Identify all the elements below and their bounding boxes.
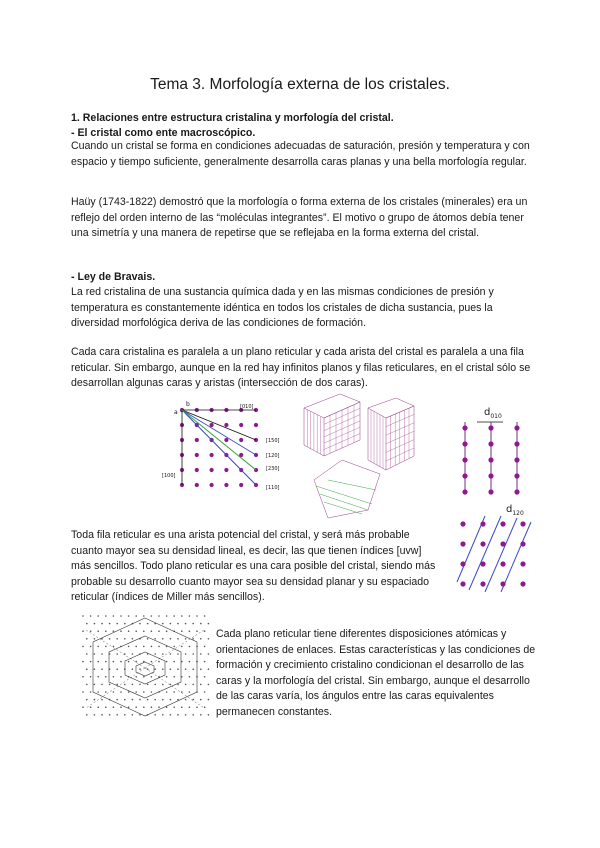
lattice-atom [113, 615, 115, 617]
lattice-atom [480, 581, 485, 586]
lattice-atom [86, 653, 88, 655]
lattice-atom [189, 691, 191, 693]
lattice-3d-illustration [298, 390, 418, 525]
lattice-atom [101, 714, 103, 716]
lattice-atom [101, 668, 103, 670]
lattice-atom [189, 615, 191, 617]
lattice-atom [154, 668, 156, 670]
lattice-atom [109, 638, 111, 640]
lattice-atom [208, 653, 210, 655]
lattice-atom [192, 684, 194, 686]
lattice-atom [200, 699, 202, 701]
lattice-atom [204, 676, 206, 678]
lattice-atom [189, 630, 191, 632]
lattice-atom [94, 714, 96, 716]
lattice-atom [82, 615, 84, 617]
lattice-atom [185, 653, 187, 655]
lattice-atom [195, 438, 199, 442]
lattice-atom [192, 623, 194, 625]
lattice-atom [120, 691, 122, 693]
lattice-atom [90, 661, 92, 663]
lattice-atom [185, 699, 187, 701]
lattice-atom [239, 438, 243, 442]
lattice-atom [116, 668, 118, 670]
lattice-atom [170, 638, 172, 640]
lattice-atom [462, 473, 467, 478]
lattice-atom [97, 615, 99, 617]
lattice-atom [166, 630, 168, 632]
lattice-atom [210, 423, 214, 427]
lattice-atom [135, 615, 137, 617]
lattice-atom [151, 691, 153, 693]
lattice-atom [147, 638, 149, 640]
lattice-atom [124, 638, 126, 640]
lattice-atom [462, 489, 467, 494]
label-120: [120] [266, 453, 280, 459]
lattice-atom [113, 661, 115, 663]
lattice-atom [488, 473, 493, 478]
lattice-atom [116, 699, 118, 701]
lattice-atom [488, 457, 493, 462]
lattice-atom [177, 638, 179, 640]
lattice-atom [90, 676, 92, 678]
lattice-atom [94, 699, 96, 701]
lattice-atom [105, 661, 107, 663]
lattice-atom [208, 699, 210, 701]
lattice-atom [113, 691, 115, 693]
lattice-atom [500, 541, 505, 546]
lattice-atom [208, 668, 210, 670]
lattice-atom [185, 684, 187, 686]
paragraph-hauy: Haüy (1743-1822) demostró que la morfología o forma externa de los cristales (minerales) era un reflejo del orden interno de las “moléculas integrantes”. El motivo o grupo de átomos debía tener una simetría y una manera de repetirse que se reflejaba en la forma externa del cristal. [71, 196, 528, 240]
lattice-atom [151, 615, 153, 617]
lattice-atom [94, 668, 96, 670]
lattice-atom [116, 653, 118, 655]
lattice-atom [224, 438, 228, 442]
lattice-atom [204, 646, 206, 648]
lattice-atom [254, 423, 258, 427]
lattice-atom [116, 623, 118, 625]
lattice-atom [101, 653, 103, 655]
d120-main: d [506, 504, 513, 515]
lattice-atom [120, 676, 122, 678]
lattice-atom [488, 425, 493, 430]
lattice-atom [143, 706, 145, 708]
lattice-atom [124, 714, 126, 716]
lattice-atom [162, 638, 164, 640]
lattice-atom [462, 441, 467, 446]
row-120-line [182, 410, 256, 455]
d010-sub: 010 [490, 413, 502, 420]
lattice-atom [116, 638, 118, 640]
lattice-atom [86, 699, 88, 701]
lattice-atom [139, 699, 141, 701]
lattice-atom [514, 457, 519, 462]
lattice-atom [170, 623, 172, 625]
lattice-atom [105, 691, 107, 693]
lattice-atom [162, 668, 164, 670]
lattice-atom [109, 714, 111, 716]
lattice-atom [189, 661, 191, 663]
lattice-atom [195, 483, 199, 487]
label-150: [150] [266, 438, 280, 444]
row-150-line [182, 410, 256, 440]
lattice-atom [97, 661, 99, 663]
lattice-atom [195, 453, 199, 457]
lattice-atom [181, 615, 183, 617]
lattice-atom [90, 630, 92, 632]
lattice-atom [166, 676, 168, 678]
lattice-atom [151, 630, 153, 632]
lattice-atom [109, 623, 111, 625]
lattice-atom [128, 691, 130, 693]
lattice-atom [109, 684, 111, 686]
lattice-atom [488, 489, 493, 494]
label-b: b [186, 401, 190, 408]
lattice-atom [480, 521, 485, 526]
lattice-atom [90, 615, 92, 617]
lattice-atom [97, 706, 99, 708]
lattice-atom [105, 630, 107, 632]
lattice-atom [120, 615, 122, 617]
lattice-atom [208, 623, 210, 625]
lattice-atom [192, 653, 194, 655]
label-010: [010] [240, 404, 254, 410]
lattice-atom [200, 668, 202, 670]
lattice-atom [185, 668, 187, 670]
lattice-atom [170, 668, 172, 670]
paragraph-rows-planes: Toda fila reticular es una arista potencial del cristal, y será más probable cuanto mayor sea su densidad lineal, es decir, las que tienen índices [uvw] más sencillos. Todo plano reticular es una cara posible del cristal, siendo más probable su desarrollo cuanto mayor sea su densidad planar y su espaciado reticular (índices de Miller más sencillos). [71, 529, 436, 604]
label-110: [110] [266, 485, 280, 491]
lattice-atom [82, 646, 84, 648]
lattice-atom [151, 676, 153, 678]
lattice-atom [90, 646, 92, 648]
lattice-atom [162, 714, 164, 716]
lattice-atom [82, 630, 84, 632]
lattice-atom [185, 714, 187, 716]
lattice-atom [500, 561, 505, 566]
lattice-atom [177, 653, 179, 655]
lattice-atom [105, 646, 107, 648]
lattice-atom [120, 630, 122, 632]
lattice-atom [86, 638, 88, 640]
lattice-atom [500, 521, 505, 526]
paragraph-crystal-formation: Cuando un cristal se forma en condiciones adecuadas de saturación, presión y temperatura y con espacio y tiempo suficiente, generalmente desarrolla caras planas y una bella morfología regular. [71, 140, 530, 168]
lattice-atom [132, 714, 134, 716]
lattice-atom [488, 441, 493, 446]
lattice-atom [170, 714, 172, 716]
lattice-atom [120, 661, 122, 663]
lattice-atom [460, 561, 465, 566]
lattice-atom [143, 630, 145, 632]
lattice-atom [113, 646, 115, 648]
lattice-atom [158, 661, 160, 663]
lattice-atom [124, 623, 126, 625]
d010-main: d [484, 407, 491, 418]
lattice-atom [116, 684, 118, 686]
lattice-atom [162, 623, 164, 625]
lattice-atom [192, 638, 194, 640]
lattice-atom [143, 691, 145, 693]
lattice-atom [520, 581, 525, 586]
lattice-atom [200, 684, 202, 686]
page-title: Tema 3. Morfología externa de los cristales. [150, 76, 450, 93]
lattice-atom [124, 699, 126, 701]
paragraph-bravais-law: La red cristalina de una sustancia química dada y en las mismas condiciones de presión y temperatura es constantemente idéntica en todos los cristales de dicha sustancia, pues la diversidad morfológica deriva de las condiciones de formación. [71, 286, 494, 330]
lattice-atom [116, 714, 118, 716]
lattice-atom [200, 714, 202, 716]
lattice-atom [460, 541, 465, 546]
lattice-atom [224, 483, 228, 487]
lattice-atom [192, 714, 194, 716]
lattice-atom [143, 646, 145, 648]
lattice-atom [200, 638, 202, 640]
lattice-atom [154, 653, 156, 655]
lattice-atom [196, 615, 198, 617]
lattice-atom [166, 691, 168, 693]
lattice-atom [177, 668, 179, 670]
lattice-atom [94, 638, 96, 640]
lattice-atom [514, 489, 519, 494]
lattice-atom [128, 615, 130, 617]
lattice-rows-diagram [160, 398, 295, 498]
lattice-atom [204, 615, 206, 617]
d010-spacing-diagram [455, 418, 535, 498]
lattice-atom [86, 668, 88, 670]
section-heading: 1. Relaciones entre estructura cristalina y morfología del cristal. [71, 112, 394, 124]
lattice-atom [177, 623, 179, 625]
bravais-heading: - Ley de Bravais. [71, 271, 156, 283]
lattice-atom [124, 684, 126, 686]
lattice-atom [139, 668, 141, 670]
lattice-atom [147, 684, 149, 686]
lattice-atom [105, 676, 107, 678]
lattice-atom [132, 638, 134, 640]
lattice-atom [177, 714, 179, 716]
lattice-atom [151, 646, 153, 648]
lattice-atom [514, 473, 519, 478]
lattice-atom [239, 483, 243, 487]
lattice-atom [154, 684, 156, 686]
lattice-atom [204, 630, 206, 632]
lattice-atom [204, 706, 206, 708]
lattice-atom [113, 676, 115, 678]
label-a: a [174, 409, 178, 416]
lattice-atom [196, 630, 198, 632]
row-230-line [182, 410, 256, 470]
lattice-atom [189, 676, 191, 678]
lattice-atom [120, 706, 122, 708]
d120-sub: 120 [512, 510, 524, 517]
lattice-atom [101, 623, 103, 625]
lattice-atom [94, 623, 96, 625]
lattice-atom [139, 623, 141, 625]
lattice-atom [520, 561, 525, 566]
lattice-atom [480, 541, 485, 546]
lattice-atom [154, 638, 156, 640]
lattice-atom [520, 541, 525, 546]
lattice-atom [462, 425, 467, 430]
lattice-atom [173, 646, 175, 648]
lattice-atom [166, 661, 168, 663]
lattice-atom [97, 646, 99, 648]
lattice-atom [135, 646, 137, 648]
lattice-atom [82, 706, 84, 708]
lattice-atom [82, 691, 84, 693]
lattice-atom [154, 699, 156, 701]
lattice-atom [196, 706, 198, 708]
lattice-atom [97, 676, 99, 678]
lattice-atom [181, 691, 183, 693]
lattice-atom [97, 691, 99, 693]
lattice-atom [166, 615, 168, 617]
lattice-atom [208, 714, 210, 716]
lattice-atom [210, 468, 214, 472]
lattice-atom [132, 699, 134, 701]
lattice-atom [128, 646, 130, 648]
lattice-atom [113, 630, 115, 632]
lattice-atom [173, 615, 175, 617]
lattice-atom [90, 706, 92, 708]
lattice-atom [224, 468, 228, 472]
lattice-atom [185, 638, 187, 640]
lattice-atom [170, 699, 172, 701]
lattice-atom [86, 623, 88, 625]
lattice-atom [170, 653, 172, 655]
lattice-atom [94, 653, 96, 655]
lattice-atom [105, 706, 107, 708]
lattice-atom [97, 630, 99, 632]
lattice-atom [189, 706, 191, 708]
lattice-atom [151, 706, 153, 708]
lattice-atom [135, 691, 137, 693]
row-110-line [182, 410, 256, 485]
lattice-atom [520, 521, 525, 526]
lattice-atom [94, 684, 96, 686]
lattice-atom [128, 661, 130, 663]
lattice-atom [86, 684, 88, 686]
lattice-atom [158, 615, 160, 617]
lattice-atom [224, 423, 228, 427]
lattice-atom [82, 676, 84, 678]
lattice-atom [147, 668, 149, 670]
lattice-atom [173, 691, 175, 693]
lattice-atom [132, 653, 134, 655]
lattice-atom [480, 561, 485, 566]
lattice-atom [239, 423, 243, 427]
lattice-atom [143, 615, 145, 617]
lattice-atom [173, 706, 175, 708]
lattice-atom [181, 630, 183, 632]
lattice-atom [514, 425, 519, 430]
lattice-atom [135, 661, 137, 663]
lattice-atom [181, 646, 183, 648]
d120-spacing-diagram [455, 514, 535, 594]
lattice-atom [82, 661, 84, 663]
lattice-atom [128, 706, 130, 708]
lattice-atom [192, 668, 194, 670]
lattice-atom [147, 623, 149, 625]
subsection-heading: - El cristal como ente macroscópico. [71, 127, 256, 139]
lattice-atom [101, 699, 103, 701]
lattice-atom [208, 638, 210, 640]
lattice-atom [170, 684, 172, 686]
lattice-atom [90, 691, 92, 693]
lattice-atom [173, 661, 175, 663]
lattice-atom [460, 581, 465, 586]
lattice-atom [210, 453, 214, 457]
lattice-atom [162, 653, 164, 655]
lattice-atom [200, 653, 202, 655]
lattice-atom [181, 706, 183, 708]
lattice-atom [101, 684, 103, 686]
lattice-atom [135, 630, 137, 632]
lattice-atom [139, 684, 141, 686]
lattice-atom [128, 630, 130, 632]
paragraph-faces-edges: Cada cara cristalina es paralela a un plano reticular y cada arista del cristal es paralela a una fila reticular. Sin embargo, aunque en la red hay infinitos planos y filas reticulares, en el cristal sólo se desarrollan algunas caras y aristas (intersección de dos caras). [71, 346, 531, 390]
label-100: [100] [162, 473, 176, 479]
lattice-atom [132, 668, 134, 670]
lattice-atom [514, 441, 519, 446]
lattice-atom [204, 661, 206, 663]
lattice-atom [185, 623, 187, 625]
lattice-atom [151, 661, 153, 663]
lattice-atom [135, 706, 137, 708]
label-230: [230] [266, 466, 280, 472]
lattice-atom [143, 676, 145, 678]
lattice-atom [158, 706, 160, 708]
lattice-atom [158, 630, 160, 632]
lattice-atom [132, 684, 134, 686]
lattice-atom [462, 457, 467, 462]
lattice-atom [86, 714, 88, 716]
lattice-atom [177, 699, 179, 701]
lattice-atom [208, 684, 210, 686]
lattice-atom [189, 646, 191, 648]
lattice-atom [210, 483, 214, 487]
lattice-atom [147, 699, 149, 701]
lattice-atom [173, 676, 175, 678]
lattice-atom [166, 706, 168, 708]
lattice-atom [200, 623, 202, 625]
lattice-atom [105, 615, 107, 617]
lattice-atom [195, 468, 199, 472]
lattice-atom [162, 699, 164, 701]
lattice-atom [162, 684, 164, 686]
lattice-atom [158, 646, 160, 648]
lattice-atom [204, 691, 206, 693]
lattice-atom [135, 676, 137, 678]
lattice-atom [113, 706, 115, 708]
lattice-atom [460, 521, 465, 526]
lattice-atom [500, 581, 505, 586]
paragraph-plane-dispositions: Cada plano reticular tiene diferentes disposiciones atómicas y orientaciones de enlaces. Estas características y las condiciones de formación y crecimiento cristalino condicionan el desarrollo de las caras y la morfología del cristal. Sin embargo, aunque el desarrollo de las caras varía, los ángulos entre las caras equivalentes permanecen constantes. [216, 628, 536, 718]
hexagonal-growth-diagram [78, 612, 213, 722]
lattice-atom [154, 714, 156, 716]
